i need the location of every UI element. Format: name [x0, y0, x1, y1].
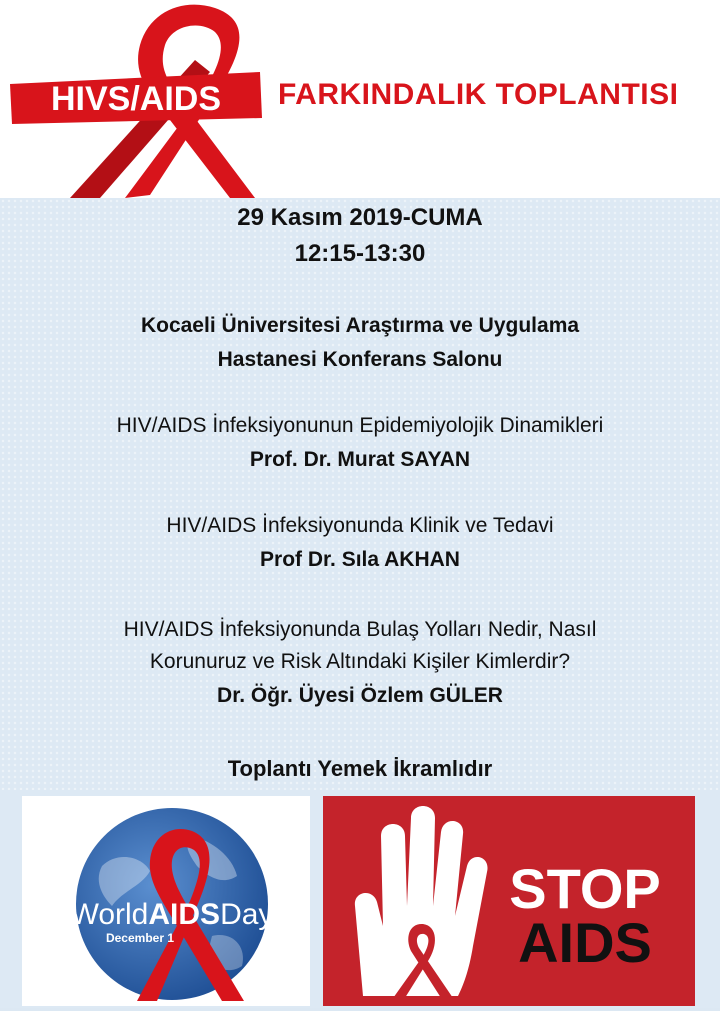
venue-line-2: Hastanesi Konferans Salonu — [217, 348, 503, 371]
aids-text: AIDS — [148, 898, 221, 931]
date-subtitle: December 1 — [105, 931, 175, 945]
talk-3-speaker: Dr. Öğr. Üyesi Özlem GÜLER — [217, 684, 503, 707]
ribbon-globe-icon — [22, 796, 310, 1006]
world-text: World — [70, 898, 149, 931]
footer-images — [0, 790, 720, 1008]
talk-3-title-line-2: Korunuruz ve Risk Altındaki Kişiler Kimlerdir? — [149, 650, 571, 673]
venue-line-1: Kocaeli Üniversitesi Araştırma ve Uygulama — [140, 314, 580, 337]
page-title: FARKINDALIK TOPLANTISI — [278, 78, 679, 111]
day-text: Day — [220, 898, 274, 931]
hand-ribbon-icon — [323, 796, 695, 1006]
event-details — [0, 198, 720, 790]
world-aids-day-image — [22, 796, 310, 1006]
talk-1-speaker: Prof. Dr. Murat SAYAN — [249, 448, 471, 471]
event-time: 12:15-13:30 — [294, 240, 426, 267]
svg-text:WorldAIDSDay — [71, 898, 274, 931]
talk-1-title: HIV/AIDS İnfeksiyonunun Epidemiyolojik Dinamikleri — [116, 414, 604, 437]
stop-text: STOP — [509, 857, 661, 920]
aids-word: AIDS — [518, 911, 652, 974]
catering-note: Toplantı Yemek İkramlıdır — [227, 756, 493, 781]
stop-aids-image — [323, 796, 695, 1006]
aids-ribbon-logo — [0, 0, 280, 198]
logo-text: HIVS/AIDS — [50, 80, 222, 118]
talk-3-title-line-1: HIV/AIDS İnfeksiyonunda Bulaş Yolları Nedir, Nasıl — [123, 618, 597, 641]
talk-2-title: HIV/AIDS İnfeksiyonunda Klinik ve Tedavi — [166, 514, 554, 537]
header — [0, 0, 720, 198]
talk-2-speaker: Prof Dr. Sıla AKHAN — [260, 548, 460, 571]
event-date: 29 Kasım 2019-CUMA — [237, 204, 483, 231]
